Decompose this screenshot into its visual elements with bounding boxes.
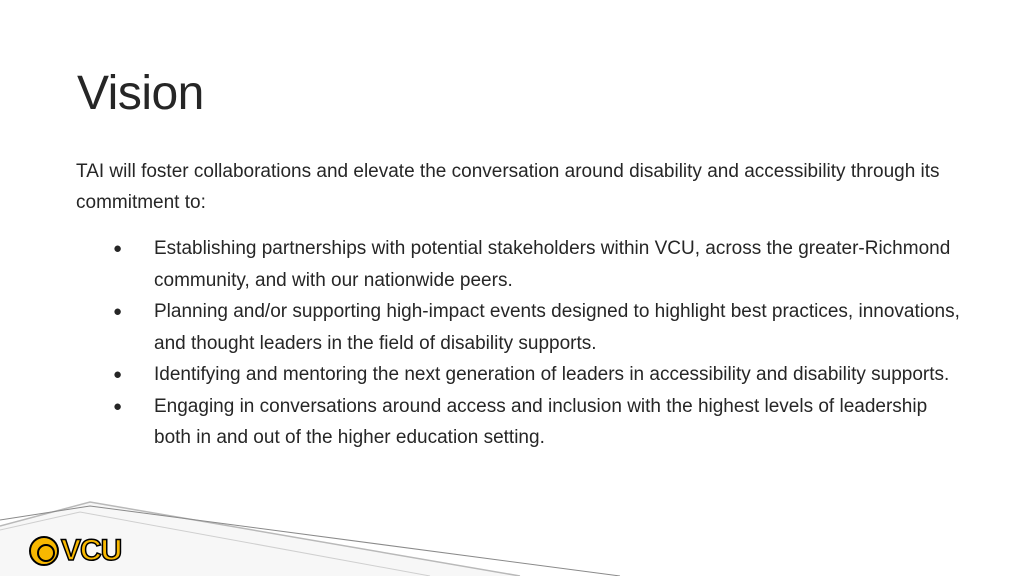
bullet-item: [76, 391, 966, 454]
bullet-list: [76, 233, 966, 454]
bullet-item: [76, 233, 966, 296]
bullet-dot-icon: ●: [113, 240, 123, 257]
slide-title: Vision: [77, 67, 204, 120]
intro-text: TAI will foster collaborations and elevate the conversation around disability and accessibility through its commitment to:: [76, 161, 940, 213]
bullet-text: Engaging in conversations around access and inclusion with the highest levels of leadership both in and out of the higher education setting.: [154, 395, 928, 448]
bullet-dot-icon: ●: [113, 303, 123, 320]
bullet-text: Identifying and mentoring the next generation of leaders in accessibility and disability supports.: [154, 364, 950, 385]
bullet-item: [76, 359, 966, 391]
bullet-dot-icon: ●: [113, 366, 123, 383]
footer-swoosh-decoration: [0, 496, 1024, 576]
bullet-dot-icon: ●: [113, 397, 123, 415]
bullet-text: Planning and/or supporting high-impact events designed to highlight best practices, innovations, and thought leaders in the field of disability supports.: [154, 301, 960, 354]
vcu-logo: [29, 534, 121, 568]
bullet-item: [76, 296, 966, 359]
vcu-seal-icon: [29, 536, 59, 566]
bullet-text: Establishing partnerships with potential stakeholders within VCU, across the greater-Richmond community, and with our nationwide peers.: [154, 238, 951, 291]
vcu-logo-text: VCU: [61, 534, 122, 567]
